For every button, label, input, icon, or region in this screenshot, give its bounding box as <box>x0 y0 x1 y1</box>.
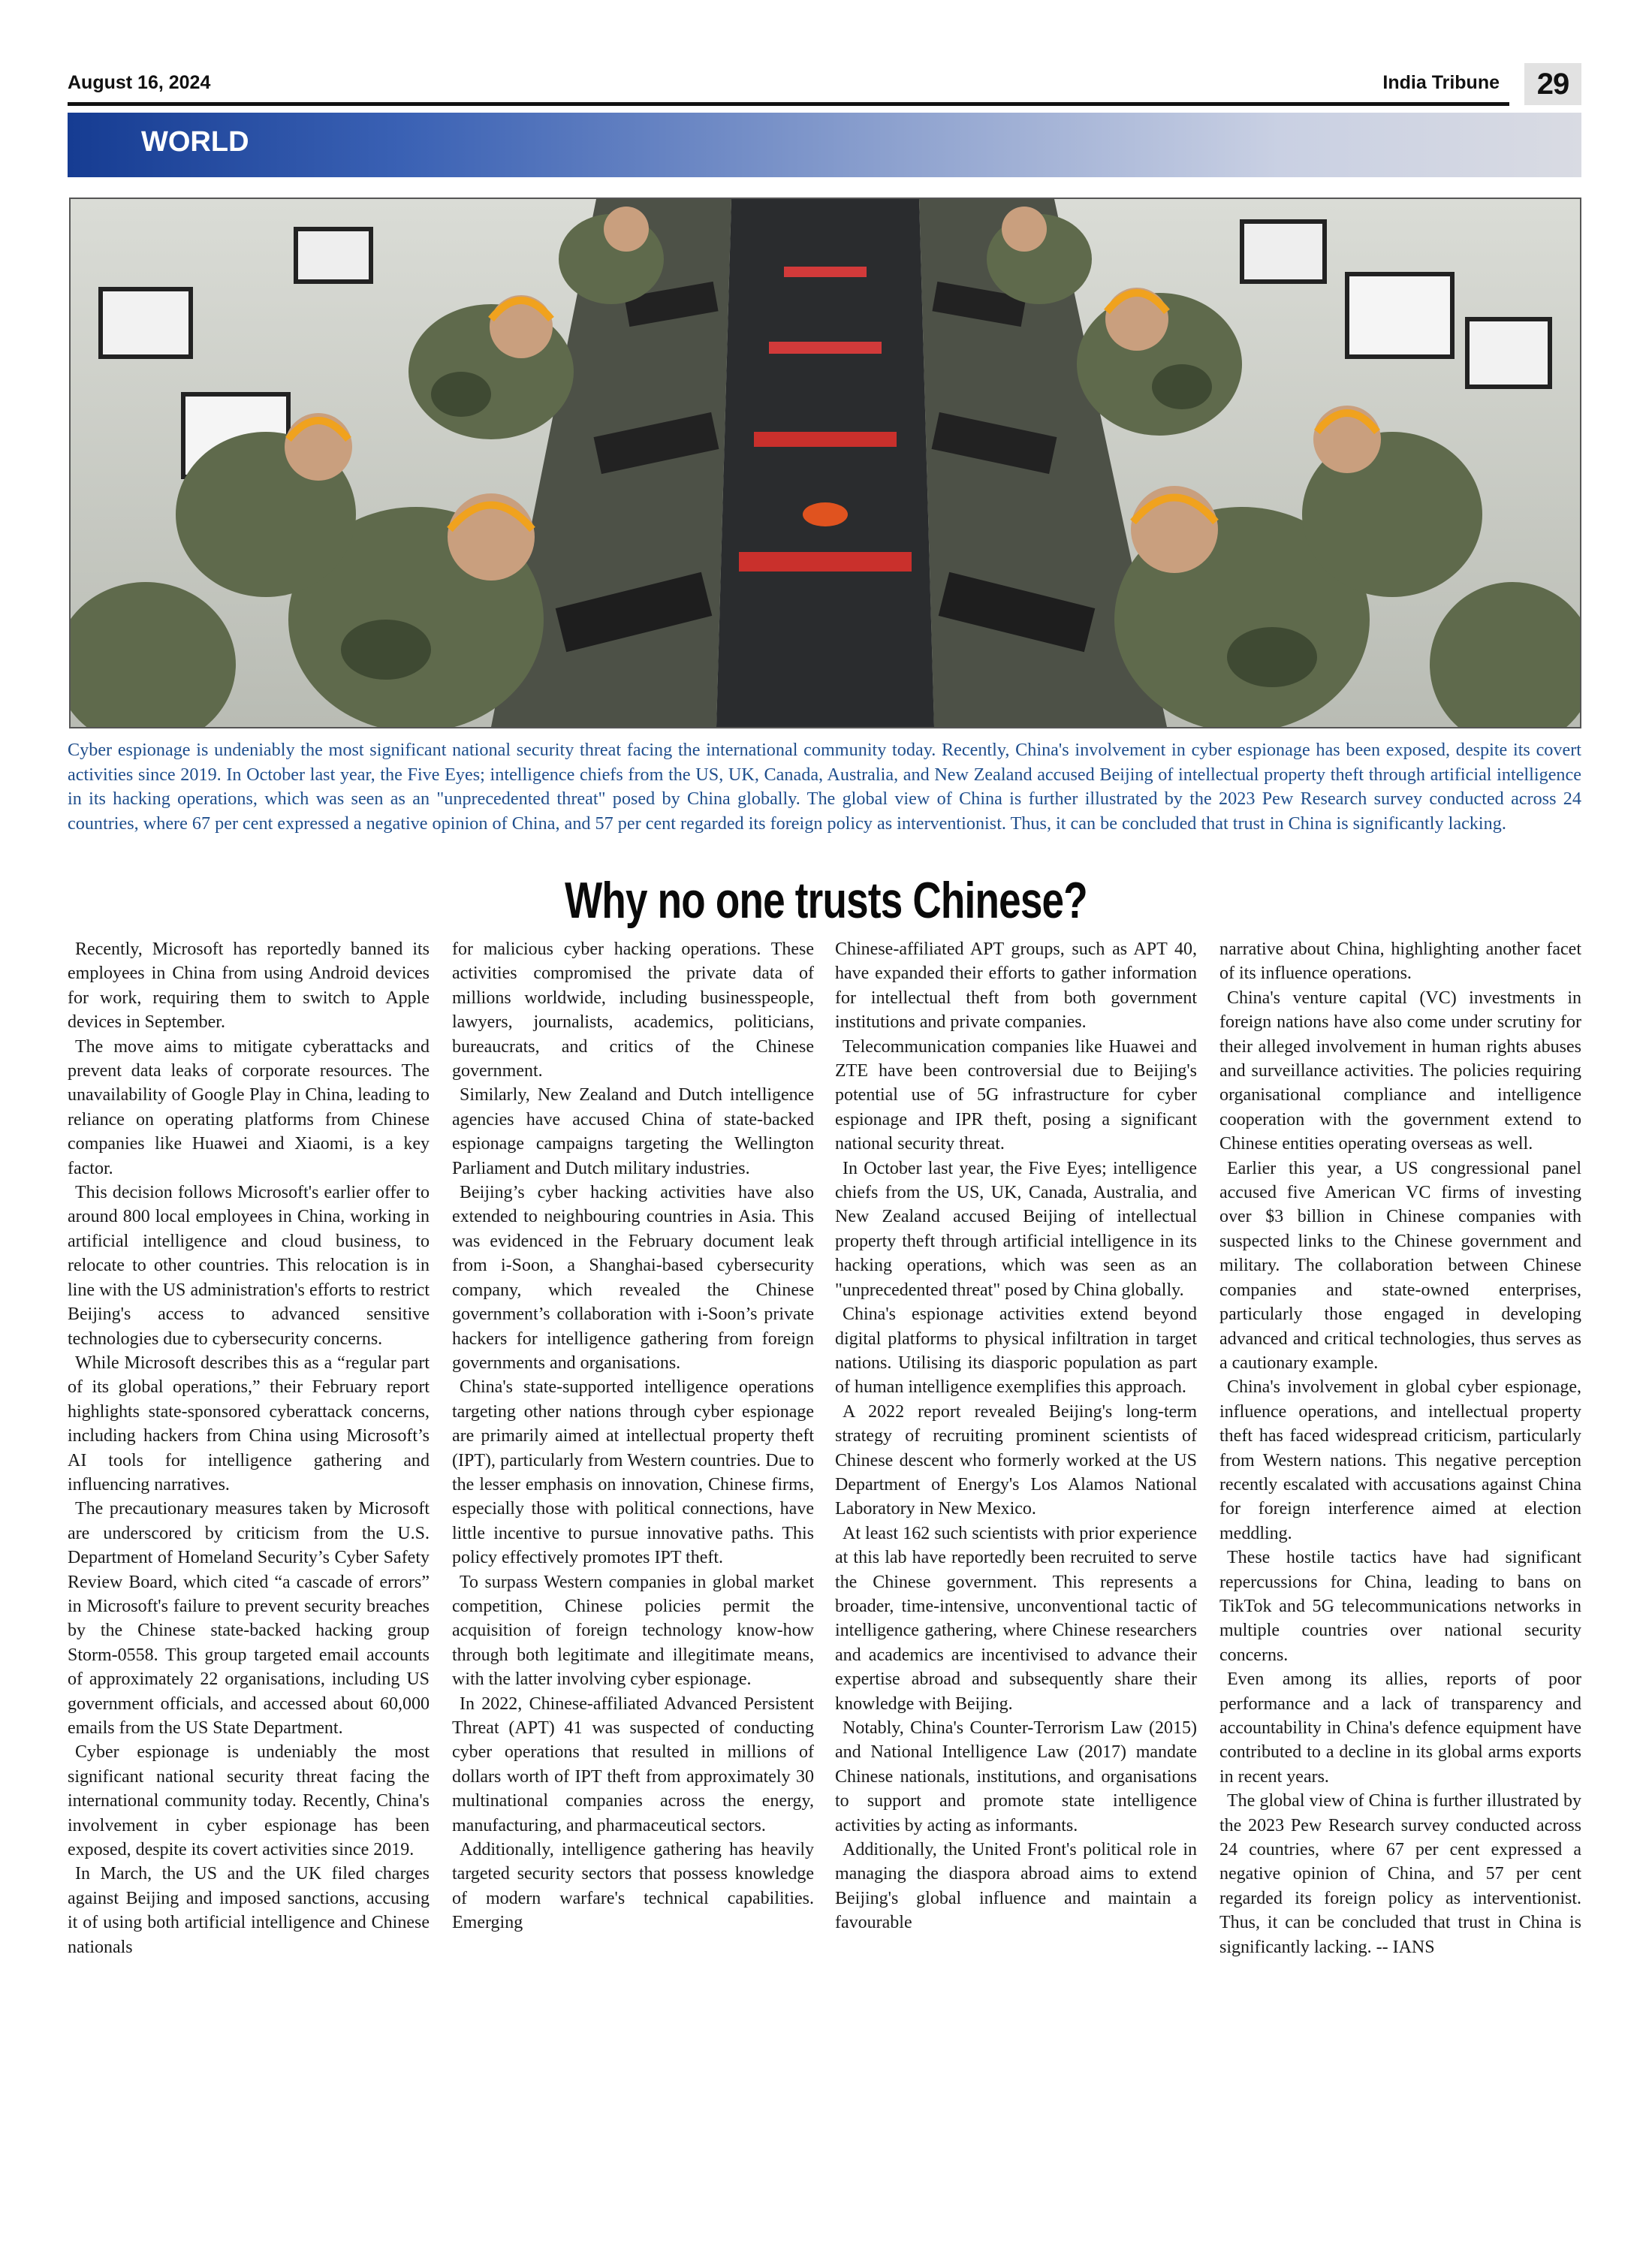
paragraph: The move aims to mitigate cyberattacks and prevent data leaks of corporate resources. The unavailability of Google Play in China, leading to reliance on operating platforms from Chinese companies like Huawei and Xiaomi, is a key factor. <box>68 1036 430 1178</box>
section-label: WORLD <box>141 126 249 158</box>
paragraph: At least 162 such scientists with prior experience at this lab have reportedly been recruited to serve the Chinese government. This represents a broader, time-intensive, unconventional tactic of intelligence gathering, where Chinese researchers and academics are incentivised to advance their expertise abroad and subsequently share their knowledge with Beijing. <box>835 1523 1197 1714</box>
paragraph: China's venture capital (VC) investments in foreign nations have also come under scrutiny for their alleged involvement in human rights abuses and surveillance activities. The policies requiring organisational compliance and intelligence cooperation with the government extend to Chinese entities operating overseas as well. <box>1219 988 1581 1154</box>
paragraph: China's state-supported intelligence operations targeting other nations through cyber espionage are primarily aimed at intellectual property theft (IPT), particularly from Western countries. Due to the lesser emphasis on innovation, Chinese firms, especially those with political connections, have little incentive to pursue innovative paths. This policy effectively promotes IPT theft. <box>452 1377 814 1568</box>
header-rule <box>68 102 1509 106</box>
paragraph: Additionally, intelligence gathering has heavily targeted security sectors that possess knowledge of modern warfare's technical capabilities. Emerging <box>452 1840 814 1933</box>
paragraph: While Microsoft describes this as a “regular part of its global operations,” their February report highlights state-sponsored cyberattack concerns, including hackers from China using Microsoft’s AI tools for intelligence gathering and influencing narratives. <box>68 1353 430 1494</box>
paragraph: Even among its allies, reports of poor performance and a lack of transparency and accountability in China's defence equipment have contributed to a decline in its global arms exports in recent years. <box>1219 1669 1581 1787</box>
article-column-3 <box>835 937 1197 1935</box>
section-banner <box>68 113 1581 177</box>
paragraph: These hostile tactics have had significant repercussions for China, leading to bans on TikTok and 5G telecommunications networks in multiple countries over national security concerns. <box>1219 1548 1581 1665</box>
paragraph: Cyber espionage is undeniably the most significant national security threat facing the international community today. Recently, China's involvement in cyber espionage has been exposed, despite its covert activities since 2019. <box>68 1742 430 1860</box>
paragraph: A 2022 report revealed Beijing's long-term strategy of recruiting prominent scientists of Chinese descent who formerly worked at the US Department of Energy's Los Alamos National Laboratory in New Mexico. <box>835 1401 1197 1519</box>
headline: Why no one trusts Chinese? <box>565 872 1087 929</box>
paragraph: Notably, China's Counter-Terrorism Law (2015) and National Intelligence Law (2017) mandate Chinese nationals, institutions, and organisations to support and promote state intelligence activities by acting as informants. <box>835 1718 1197 1835</box>
paragraph: In October last year, the Five Eyes; intelligence chiefs from the US, UK, Canada, Australia, and New Zealand accused Beijing of intellectual property theft through artificial intelligence in its hacking operations, which was seen as an "unprecedented threat" posed by China globally. <box>835 1158 1197 1300</box>
paragraph: Telecommunication companies like Huawei and ZTE have been controversial due to Beijing's potential use of 5G infrastructure for cyber espionage and IPR theft, posing a significant national security threat. <box>835 1036 1197 1154</box>
paragraph: The precautionary measures taken by Microsoft are underscored by criticism from the U.S. Department of Homeland Security’s Cyber Safety Review Board, which cited “a cascade of errors” in Microsoft's failure to prevent security breaches by the Chinese state-backed hacking group Storm-0558. This group targeted email accounts of approximately 22 organisations, including US government officials, and accessed about 60,000 emails from the US State Department. <box>68 1499 430 1738</box>
paragraph: In March, the US and the UK filed charges against Beijing and imposed sanctions, accusing it of using both artificial intelligence and Chinese nationals <box>68 1864 430 1957</box>
paragraph: for malicious cyber hacking operations. These activities compromised the private data of millions worldwide, including businesspeople, lawyers, journalists, academics, politicians, bureaucrats, and critics of the Chinese government. <box>452 940 814 1081</box>
article-column-1 <box>68 937 430 1959</box>
paragraph: To surpass Western companies in global market competition, Chinese policies permit the acquisition of foreign technology know-how through both legitimate and illegitimate means, with the latter involving cyber espionage. <box>452 1572 814 1690</box>
article-column-4 <box>1219 937 1581 1959</box>
paragraph: Similarly, New Zealand and Dutch intelligence agencies have accused China of state-backed espionage campaigns targeting the Wellington Parliament and Dutch military industries. <box>452 1085 814 1178</box>
lead-photo <box>69 198 1581 728</box>
photo-illustration <box>71 199 1580 727</box>
paragraph: Earlier this year, a US congressional panel accused five American VC firms of investing over $3 billion in Chinese companies with suspected links to the Chinese government and military. The collaboration between Chinese companies and state-owned enterprises, particularly those engaged in developing advanced and critical technologies, thus serves as a cautionary example. <box>1219 1158 1581 1373</box>
issue-date: August 16, 2024 <box>68 72 211 93</box>
paragraph: Beijing’s cyber hacking activities have also extended to neighbouring countries in Asia. This was evidenced in the February document leak from i-Soon, a Shanghai-based cybersecurity company, which revealed the Chinese government’s collaboration with i-Soon’s private hackers for intelligence gathering from foreign governments and organisations. <box>452 1183 814 1373</box>
paragraph: Chinese-affiliated APT groups, such as APT 40, have expanded their efforts to gather information for intellectual theft from both government institutions and private companies. <box>835 940 1197 1033</box>
article-column-2 <box>452 937 814 1935</box>
photo-caption: Cyber espionage is undeniably the most significant national security threat facing the international community today. Recently, China's involvement in cyber espionage has been exposed, despite its covert activities since 2019. In October last year, the Five Eyes; intelligence chiefs from the US, UK, Canada, Australia, and New Zealand accused Beijing of intellectual property theft through artificial intelligence in its hacking operations, which was seen as an "unprecedented threat" posed by China globally. The global view of China is further illustrated by the 2023 Pew Research survey conducted across 24 countries, where 67 per cent expressed a negative opinion of China, and 57 per cent regarded its foreign policy as interventionist. Thus, it can be concluded that trust in China is significantly lacking. <box>68 740 1581 834</box>
paragraph: This decision follows Microsoft's earlier offer to around 800 local employees in China, working in artificial intelligence and cloud business, to relocate to other countries. This relocation is in line with the US administration's efforts to restrict Beijing's access to advanced sensitive technologies due to cybersecurity concerns. <box>68 1183 430 1349</box>
page-number: 29 <box>1524 63 1581 105</box>
paragraph: China's espionage activities extend beyond digital platforms to physical infiltration in target nations. Utilising its diasporic population as part of human intelligence exemplifies this approach. <box>835 1304 1197 1398</box>
publication-name: India Tribune <box>1382 72 1500 93</box>
paragraph: The global view of China is further illustrated by the 2023 Pew Research survey conducted across 24 countries, where 67 per cent expressed a negative opinion of China, and 57 per cent regarded its foreign policy as interventionist. Thus, it can be concluded that trust in China is significantly lacking. -- IANS <box>1219 1791 1581 1957</box>
paragraph: Additionally, the United Front's political role in managing the diaspora abroad aims to extend Beijing's global influence and maintain a favourable <box>835 1840 1197 1933</box>
paragraph: narrative about China, highlighting another facet of its influence operations. <box>1219 940 1581 984</box>
paragraph: Recently, Microsoft has reportedly banned its employees in China from using Android devices for work, requiring them to switch to Apple devices in September. <box>68 940 430 1033</box>
paragraph: In 2022, Chinese-affiliated Advanced Persistent Threat (APT) 41 was suspected of conducting cyber operations that resulted in millions of dollars worth of IPT theft from approximately 30 multinational companies across the energy, manufacturing, and pharmaceutical sectors. <box>452 1694 814 1835</box>
paragraph: China's involvement in global cyber espionage, influence operations, and intellectual property theft has faced widespread criticism, particularly from Western nations. This negative perception recently escalated with accusations against China for foreign interference aimed at election meddling. <box>1219 1377 1581 1543</box>
